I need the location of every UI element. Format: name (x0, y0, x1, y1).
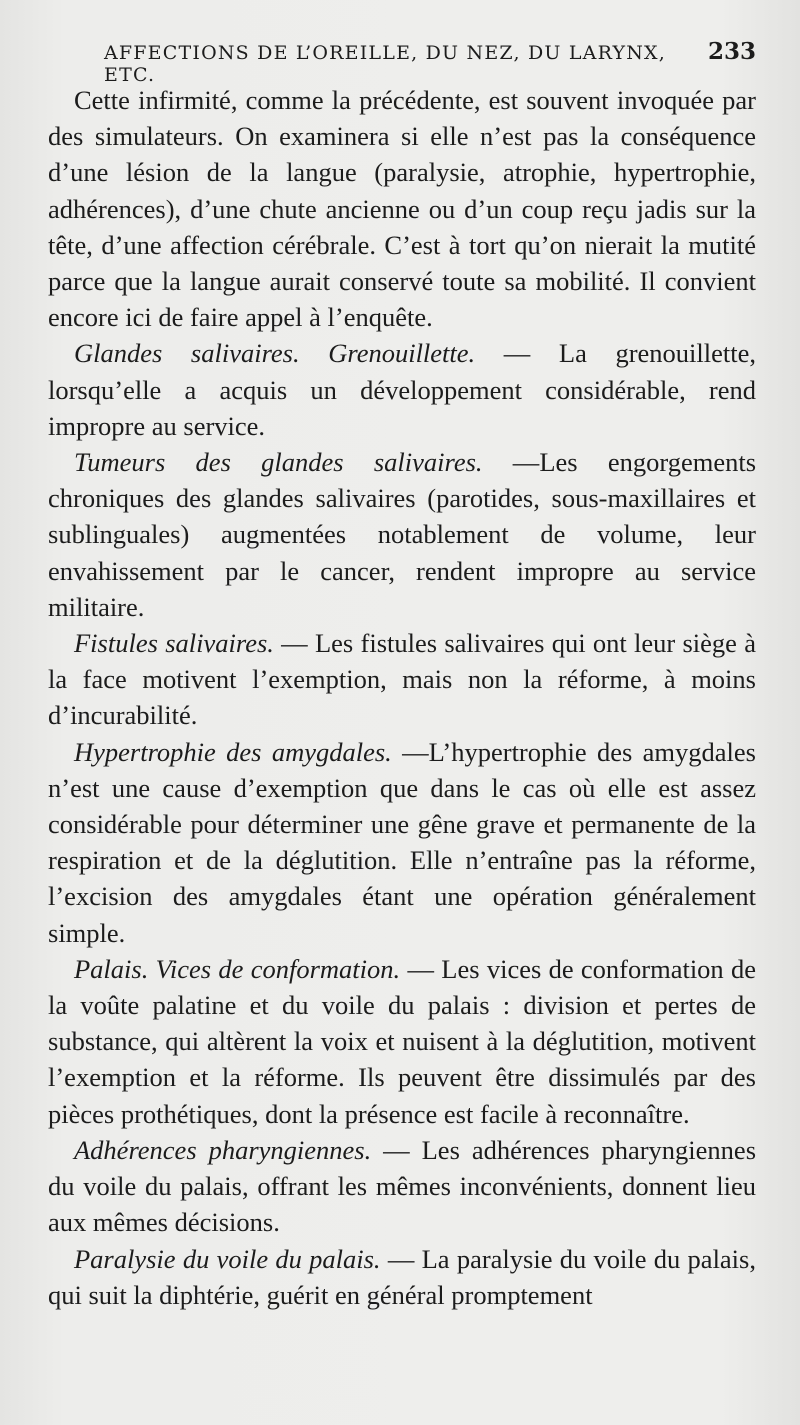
paragraph-heading: Adhérences pharyngiennes. (74, 1134, 372, 1165)
paragraph-mutite (48, 82, 756, 335)
running-title: AFFECTIONS DE L’OREILLE, DU NEZ, DU LARYNX, ETC. (104, 42, 667, 86)
paragraph-body: Les vices de conformation de la voûte palatine et du voile du palais : division et pertes de substance, qui altèrent la voix et nuisent à la déglutition, motivent l’exemption et la réforme. Ils peuvent être dissimulés par des pièces prothétiques, dont la présence est facile à reconnaître. (48, 953, 756, 1129)
running-head (48, 38, 756, 86)
paragraph-fistules (48, 625, 756, 734)
paragraph-body: Les engorgements chroniques des glandes salivaires (parotides, sous-maxillaires et sublinguales) augmentées notablement de volume, leur envahissement par le cancer, rendent impropre au service militaire. (48, 447, 757, 622)
paragraph-tumeurs (48, 444, 756, 625)
paragraph-separator: — (475, 338, 559, 369)
paragraph-adherences (48, 1132, 756, 1241)
paragraph-heading: Glandes salivaires. Grenouillette. (74, 338, 476, 369)
paragraph-grenouillette (48, 335, 756, 444)
paragraph-separator: — (482, 447, 540, 478)
paragraph-separator: — (371, 1134, 422, 1165)
page-number: 233 (707, 38, 756, 65)
paragraph-body: Les adhérences pharyngiennes du voile du palais, offrant les mêmes inconvénients, donnent lieu aux mêmes décisions. (48, 1134, 757, 1238)
paragraph-body: L’hypertrophie des amygdales n’est une cause d’exemption que dans le cas où elle est assez considérable pour déterminer une gêne grave et permanente de la respiration et de la déglutition. Elle n’entraîne pas la réforme, l’excision des amygdales étant une opération généralement simple. (48, 736, 756, 948)
body-text (48, 82, 756, 1313)
paragraph-amygdales (48, 734, 756, 951)
paragraph-body: La grenouillette, lorsqu’elle a acquis un développement considérable, rend impropre au service. (48, 338, 756, 441)
paragraph-heading: Hypertrophie des amygdales. (74, 736, 392, 767)
paragraph-palais (48, 951, 756, 1132)
paragraph-separator: — (380, 1243, 422, 1274)
paragraph-body: Cette infirmité, comme la précédente, est souvent invoquée par des simulateurs. On examinera si elle n’est pas la conséquence d’une lésion de la langue (paralysie, atrophie, hypertrophie, adhérences), d’une chute ancienne ou d’un coup reçu jadis sur la tête, d’une affection cérébrale. C’est à tort qu’on nierait la mutité parce que la langue aurait conservé toute sa mobilité. Il convient encore ici de faire appel à l’enquête. (48, 85, 756, 333)
paragraph-body: La paralysie du voile du palais, qui suit la diphtérie, guérit en général promptement (48, 1243, 756, 1310)
paragraph-separator: — (273, 628, 315, 659)
paragraph-heading: Palais. Vices de conformation. (74, 953, 401, 984)
paragraph-paralysie (48, 1241, 756, 1313)
paragraph-heading: Fistules salivaires. (74, 628, 274, 659)
paragraph-separator: — (391, 736, 429, 767)
paragraph-separator: — (400, 953, 442, 984)
paragraph-heading: Paralysie du voile du palais. (74, 1243, 381, 1274)
paragraph-body: Les fistules salivaires qui ont leur siège à la face motivent l’exemption, mais non la réforme, à moins d’incurabilité. (48, 628, 756, 731)
paragraph-heading: Tumeurs des glandes salivaires. (74, 447, 483, 478)
